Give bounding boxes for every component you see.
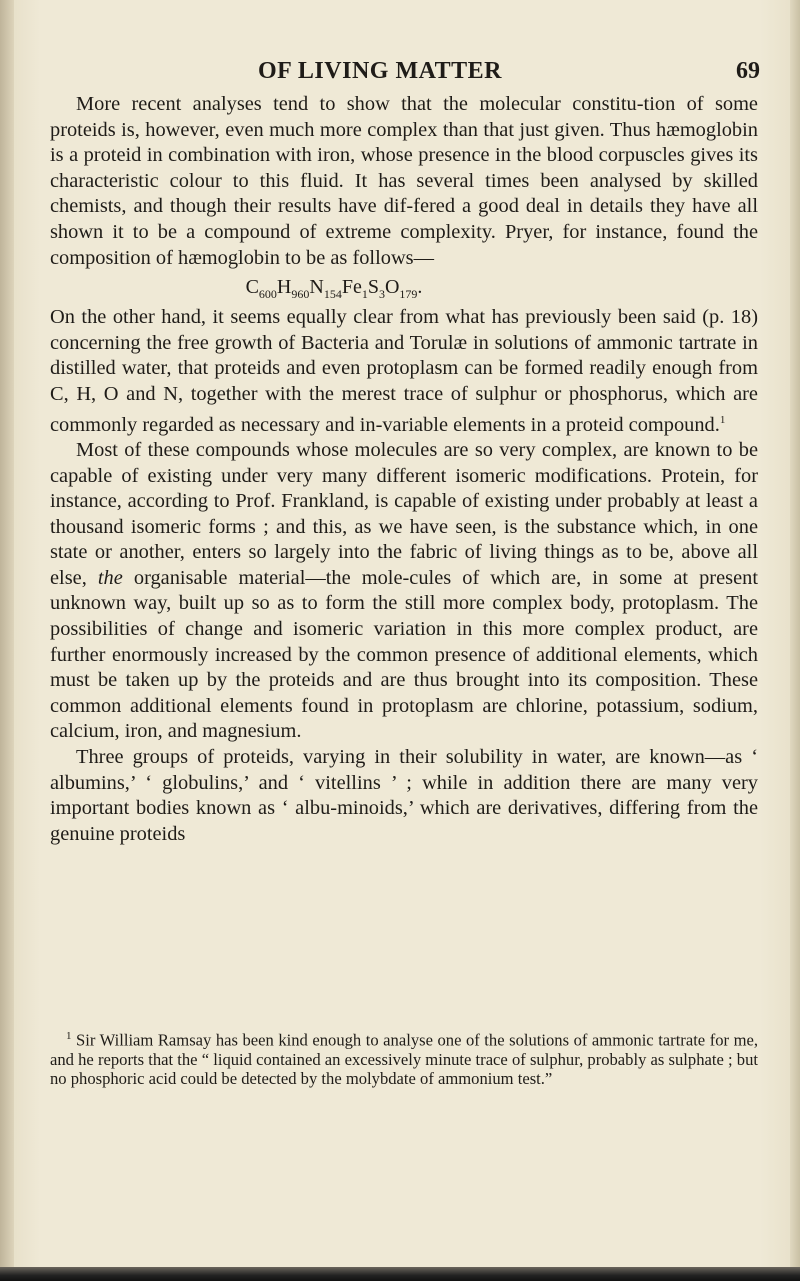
formula-iron: Fe — [341, 276, 362, 299]
formula-nitrogen-count: 154 — [323, 287, 342, 302]
formula-sulphur: S — [367, 276, 379, 299]
paragraph-1: More recent analyses tend to show that the molecular constitu-tion of some proteids is, however, even much more complex than that just given. Thus hæmoglobin is a proteid in combination with iron, whose presence in the blood corpuscles gives its characteristic colour to this fluid. It has several times been analysed by skilled chemists, and though their results have dif-fered a good deal in details they have all shown it to be a compound of extreme complexity. Pryer, for instance, found the composition of hæmoglobin to be as follows— — [50, 93, 758, 269]
footnote-marker: 1 — [66, 1030, 72, 1042]
formula-oxygen: O — [384, 276, 400, 299]
footnote-reference: 1 — [719, 413, 726, 426]
footnote-text: Sir William Ramsay has been kind enough to analyse one of the solutions of ammonic tartrate for me, and he reports that the “ liquid contained an excessively minute trace of sulphur, probably as sulphate ; but no phosphoric acid could be detected by the molybdate of ammonium test.” — [50, 1030, 758, 1089]
haemoglobin-formula — [50, 275, 758, 301]
page-number: 69 — [736, 58, 760, 84]
footnote — [50, 1027, 758, 1088]
paragraph-3-emphasis: the — [97, 566, 123, 589]
formula-oxygen-count: 179 — [399, 287, 418, 302]
formula-hydrogen-count: 960 — [291, 287, 310, 302]
formula-period: . — [417, 276, 423, 299]
formula-nitrogen: N — [309, 276, 324, 299]
paragraph-2 — [50, 305, 758, 438]
paragraph-2-text: On the other hand, it seems equally clear from what has previously been said (p. 18) concerning the free growth of Bacteria and Torulæ in solutions of ammonic tartrate in distilled water, that proteids and even protoplasm can be formed readily enough from C, H, O and N, together with the merest trace of sulphur or phosphorus, which are commonly regarded as necessary and in-variable elements in a proteid compound. — [50, 306, 758, 436]
formula-carbon: C — [245, 276, 259, 299]
paragraph-3 — [50, 438, 758, 745]
formula-iron-count: 1 — [361, 287, 368, 302]
paragraph-4: Three groups of proteids, varying in their solubility in water, are known—as ‘ albumins,’ ‘ globulins,’ and ‘ vitellins ’ ; while in addition there are many very important bodies known as ‘ albu-minoids,’ which are derivatives, differing from the genuine proteids — [50, 746, 758, 845]
running-head: OF LIVING MATTER — [257, 58, 502, 84]
footnote-paragraph — [50, 1027, 758, 1088]
page-edge-shadow — [790, 0, 800, 1281]
paragraph-3-text-a: Most of these compounds whose molecules are so very complex, are known to be capable of existing under very many different isomeric modifications. Protein, for instance, according to Prof. Frankland, is capable of existing under probably at least a thousand isomeric forms ; and this, as we have seen, is the substance which, in one state or another, enters so largely into the fabric of living things as to be, above all else, — [50, 438, 758, 589]
paragraph-3-text-b: organisable material—the mole-cules of which are, in some at present unknown way, built up so as to form the still more complex body, protoplasm. The possibilities of change and isomeric variation in this more complex product, are further enormously increased by the common presence of additional elements, which must be taken up by the proteids and are thus brought into its composition. These common additional elements found in protoplasm are chlorine, potassium, sodium, calcium, iron, and magnesium. — [50, 566, 758, 743]
page-header — [70, 58, 760, 92]
formula-carbon-count: 600 — [258, 287, 277, 302]
page-bottom-edge — [0, 1267, 800, 1281]
formula-hydrogen: H — [276, 276, 292, 299]
formula-sulphur-count: 3 — [378, 287, 385, 302]
body-text — [50, 92, 758, 847]
page-binding-shadow — [0, 0, 14, 1281]
